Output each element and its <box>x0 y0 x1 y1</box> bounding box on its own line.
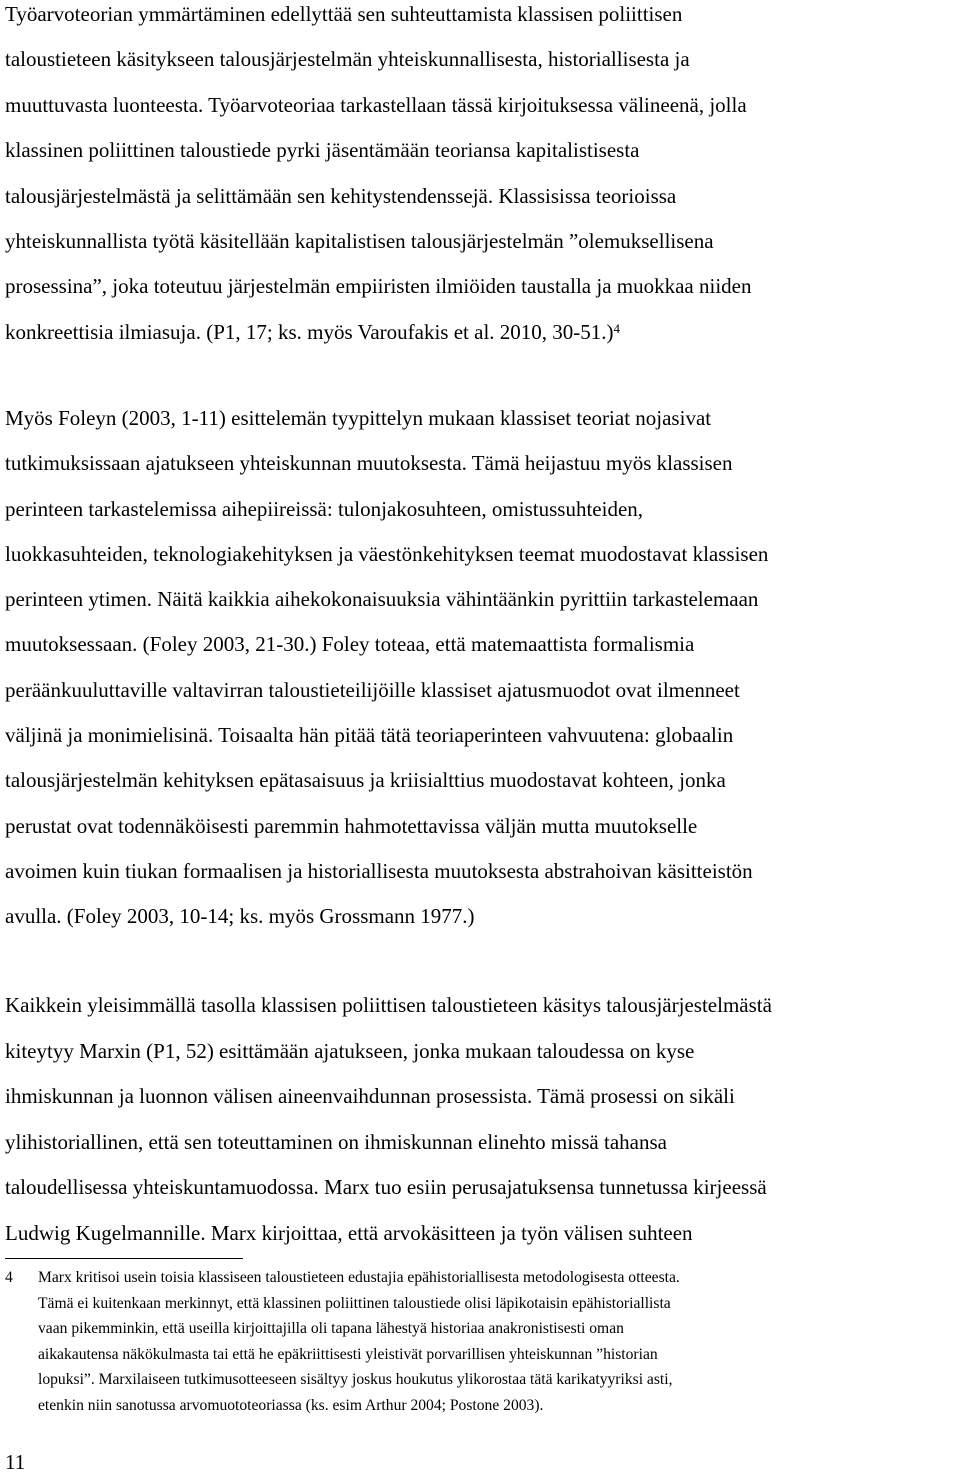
text-line: muutoksessaan. (Foley 2003, 21-30.) Foley toteaa, että matemaattista formalismia <box>5 632 695 657</box>
text-line: talousjärjestelmän kehityksen epätasaisuus ja kriisialttius muodostavat kohteen, jonka <box>5 768 726 793</box>
text-line: Ludwig Kugelmannille. Marx kirjoittaa, että arvokäsitteen ja työn välisen suhteen <box>5 1220 693 1245</box>
text-line-content: konkreettisia ilmiasuja. (P1, 17; ks. myös Varoufakis et al. 2010, 30-51.) <box>5 319 614 344</box>
text-line: ylihistoriallinen, että sen toteuttaminen on ihmiskunnan elinehto missä tahansa <box>5 1129 667 1154</box>
text-line: perinteen ytimen. Näitä kaikkia aihekokonaisuuksia vähintäänkin pyrittiin tarkastelemaan <box>5 587 759 612</box>
text-line: Myös Foleyn (2003, 1-11) esittelemän tyypittelyn mukaan klassiset teoriat nojasivat <box>5 406 712 430</box>
text-line: perustat ovat todennäköisesti paremmin hahmotettavissa väljän mutta muutokselle <box>5 813 698 838</box>
footnote-body <box>38 1265 953 1419</box>
text-line: prosessina”, joka toteutuu järjestelmän empiiristen ilmiöiden taustalla ja muokkaa niiden <box>5 274 752 299</box>
text-line: Kaikkein yleisimmällä tasolla klassisen poliittisen taloustieteen käsitys talousjärjestelmästä <box>5 993 772 1017</box>
text-line: muuttuvasta luonteesta. Työarvoteoriaa tarkastellaan tässä kirjoituksessa välineenä, jolla <box>5 92 747 117</box>
paragraph-labor-value-theory <box>5 0 955 355</box>
text-line: peräänkuuluttaville valtavirran taloustieteilijöille klassiset ajatusmuodot ovat ilmenneet <box>5 677 740 702</box>
text-line: väljinä ja monimielisinä. Toisaalta hän pitää tätä teoriaperinteen vahvuutena: globaalin <box>5 723 734 748</box>
footnote-line: lopuksi”. Marxilaiseen tutkimusotteeseen sisältyy joskus houkutus ylikorostaa tätä karikatyyriksi asti, <box>38 1371 673 1389</box>
text-line: talousjärjestelmästä ja selittämään sen kehitystendenssejä. Klassisissa teorioissa <box>5 183 677 208</box>
page-number: 11 <box>5 1450 26 1474</box>
paragraph-foley <box>5 396 955 940</box>
footnote-line: etenkin niin sanotussa arvomuototeoriassa (ks. esim Arthur 2004; Postone 2003). <box>38 1396 544 1414</box>
text-line: tutkimuksissaan ajatukseen yhteiskunnan muutoksesta. Tämä heijastuu myös klassisen <box>5 451 733 476</box>
text-line: klassinen poliittinen taloustiede pyrki jäsentämään teoriansa kapitalistisesta <box>5 138 640 163</box>
footnote-line: Marx kritisoi usein toisia klassiseen taloustieteen edustajia epähistoriallisesta metodologisesta otteesta. <box>38 1269 680 1286</box>
text-line: luokkasuhteiden, teknologiakehityksen ja väestönkehityksen teemat muodostavat klassisen <box>5 541 769 566</box>
text-line: yhteiskunnallista työtä käsitellään kapitalistisen talousjärjestelmän ”olemuksellisena <box>5 228 714 253</box>
footnote-reference[interactable]: 4 <box>613 320 621 336</box>
text-line: perinteen tarkastelemissa aihepiireissä: tulonjakosuhteen, omistussuhteiden, <box>5 496 644 521</box>
footnote-line: aikakautensa näkökulmasta tai että he epäkriittisesti yleistivät porvarillisen yhteiskunnan ”historian <box>38 1345 658 1363</box>
footnote-line: vaan pikemminkin, että useilla kirjoittajilla oli tapana lähestyä historiaa anakronistisesti oman <box>38 1320 624 1338</box>
text-line: Työarvoteorian ymmärtäminen edellyttää sen suhteuttamista klassisen poliittisen <box>5 2 683 26</box>
paragraph-marx-metabolism <box>5 983 955 1256</box>
text-line: taloustieteen käsitykseen talousjärjestelmän yhteiskunnallisesta, historiallisesta ja <box>5 47 690 72</box>
footnote-number: 4 <box>5 1269 13 1286</box>
text-line: kiteytyy Marxin (P1, 52) esittämään ajatukseen, jonka mukaan taloudessa on kyse <box>5 1038 695 1063</box>
footnote-separator <box>5 1258 243 1259</box>
footnote-line: Tämä ei kuitenkaan merkinnyt, että klassinen poliittinen taloustiede olisi läpikotaisin epähistoriallista <box>38 1294 671 1312</box>
text-line: taloudellisessa yhteiskuntamuodossa. Marx tuo esiin perusajatuksensa tunnetussa kirjeessä <box>5 1175 767 1199</box>
text-line-with-footnote-ref <box>5 310 955 355</box>
text-line: ihmiskunnan ja luonnon välisen aineenvaihdunnan prosessista. Tämä prosessi on sikäli <box>5 1084 735 1108</box>
text-line: avoimen kuin tiukan formaalisen ja historiallisesta muutoksesta abstrahoivan käsitteistön <box>5 858 753 883</box>
text-line: avulla. (Foley 2003, 10-14; ks. myös Grossmann 1977.) <box>5 904 475 929</box>
